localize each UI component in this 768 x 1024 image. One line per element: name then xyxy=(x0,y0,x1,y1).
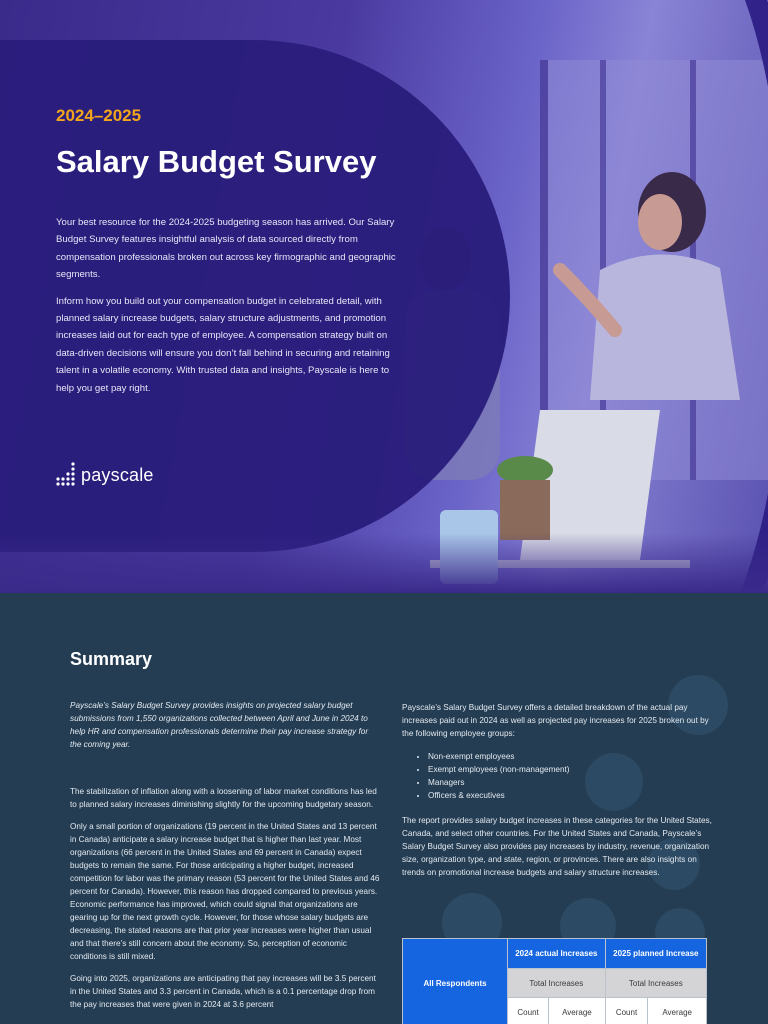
summary-heading: Summary xyxy=(70,649,153,669)
page-title: Salary Budget Survey xyxy=(56,144,377,179)
payscale-logo[interactable] xyxy=(56,462,154,488)
list-item: • Non-exempt employees xyxy=(428,750,712,763)
report-year: 2024–2025 xyxy=(56,106,142,125)
table-cell-average-2024: Average xyxy=(549,998,605,1024)
table-header-2025: 2025 planned Increase xyxy=(605,939,706,969)
summary-paragraph: The stabilization of inflation along with a loosening of labor market conditions has led to planned salary increases diminishing slightly for the upcoming budgetary season. xyxy=(70,787,377,809)
table-header-2024: 2024 actual Increases xyxy=(508,939,606,969)
decorative-arc xyxy=(520,0,768,593)
summary-right-paragraph: The report provides salary budget increases in these categories for the United States, Canada, and select other countries. For the United States and Canada, Payscale’s Salary Budget Survey also provides pay increases by industry, revenue, organization size, organization type, and state, region, or provinces. There are also insights on trends on promotional increase budgets and salary structure increases. xyxy=(402,816,712,877)
increases-table xyxy=(402,938,707,1024)
list-item: • Officers & executives xyxy=(428,789,712,802)
payscale-logo-icon xyxy=(56,462,76,488)
intro-paragraph: Inform how you build out your compensation budget in celebrated detail, with planned salary increase budgets, salary structure adjustments, and promotion increases laid out for each type of employee. A compensation strategy built on data-driven decisions will ensure you don’t fall behind in securing and retaining talent in a volatile economy. With trusted data and insights, Payscale is here to help you get pay right. xyxy=(56,295,390,394)
table-cell-count-2025: Count xyxy=(605,998,648,1024)
intro-paragraph: Your best resource for the 2024-2025 budgeting season has arrived. Our Salary Budget Survey features insightful analysis of data sourced directly from compensation professionals broken out across key firmographic and geographic segments. xyxy=(56,217,396,281)
summary-paragraph: Going into 2025, organizations are anticipating that pay increases will be 3.5 percent in the United States and 3.3 percent in Canada, which is a 0.1 percentage drop from the pay increases that were given in 2024 at 3.6 percent xyxy=(70,974,376,1009)
summary-left-column xyxy=(70,699,380,1020)
summary-section xyxy=(0,593,768,1024)
hero-intro xyxy=(56,214,401,406)
summary-lead: Payscale’s Salary Budget Survey provides insights on projected salary budget submissions from 1,550 organizations collected between April and June in 2024 to help HR and compensation professionals determine their pay increase strategy for the coming year. xyxy=(70,701,369,749)
table-cell-average-2025: Average xyxy=(648,998,707,1024)
logo-wordmark: payscale xyxy=(81,464,154,485)
list-item: • Exempt employees (non-management) xyxy=(428,763,712,776)
list-item: • Managers xyxy=(428,776,712,789)
employee-groups-list xyxy=(402,750,712,802)
summary-right-intro: Payscale’s Salary Budget Survey offers a detailed breakdown of the actual pay increases paid out in 2024 as well as projected pay increases for 2025 broken out by the following employee groups: xyxy=(402,703,709,738)
table-cell-count-2024: Count xyxy=(508,998,549,1024)
summary-paragraph: Only a small portion of organizations (19 percent in the United States and 13 percent in Canada) anticipate a salary increase budget that is higher than last year. Most organizations (66 percent in the United States and 69 percent in Canada) expect budgets to remain the same. For those anticipating a higher budget, increased competition for labor was the primary reason (53 percent for the United States and 46 percent for Canada). However, this reason has dropped compared to previous years. Economic performance has improved, which could signal that organizations are gearing up for the next growth cycle. However, for those whose salary budgets are decreasing, the stated reasons are that prior year increases were higher than usual and that there’s still concern about the economy. So, perception of economic conditions is still mixed. xyxy=(70,822,380,961)
summary-right-column xyxy=(402,701,712,889)
table-row-label: All Respondents xyxy=(403,939,508,1024)
table-subheader-2025: Total Increases xyxy=(605,969,706,998)
table-subheader-2024: Total Increases xyxy=(508,969,606,998)
